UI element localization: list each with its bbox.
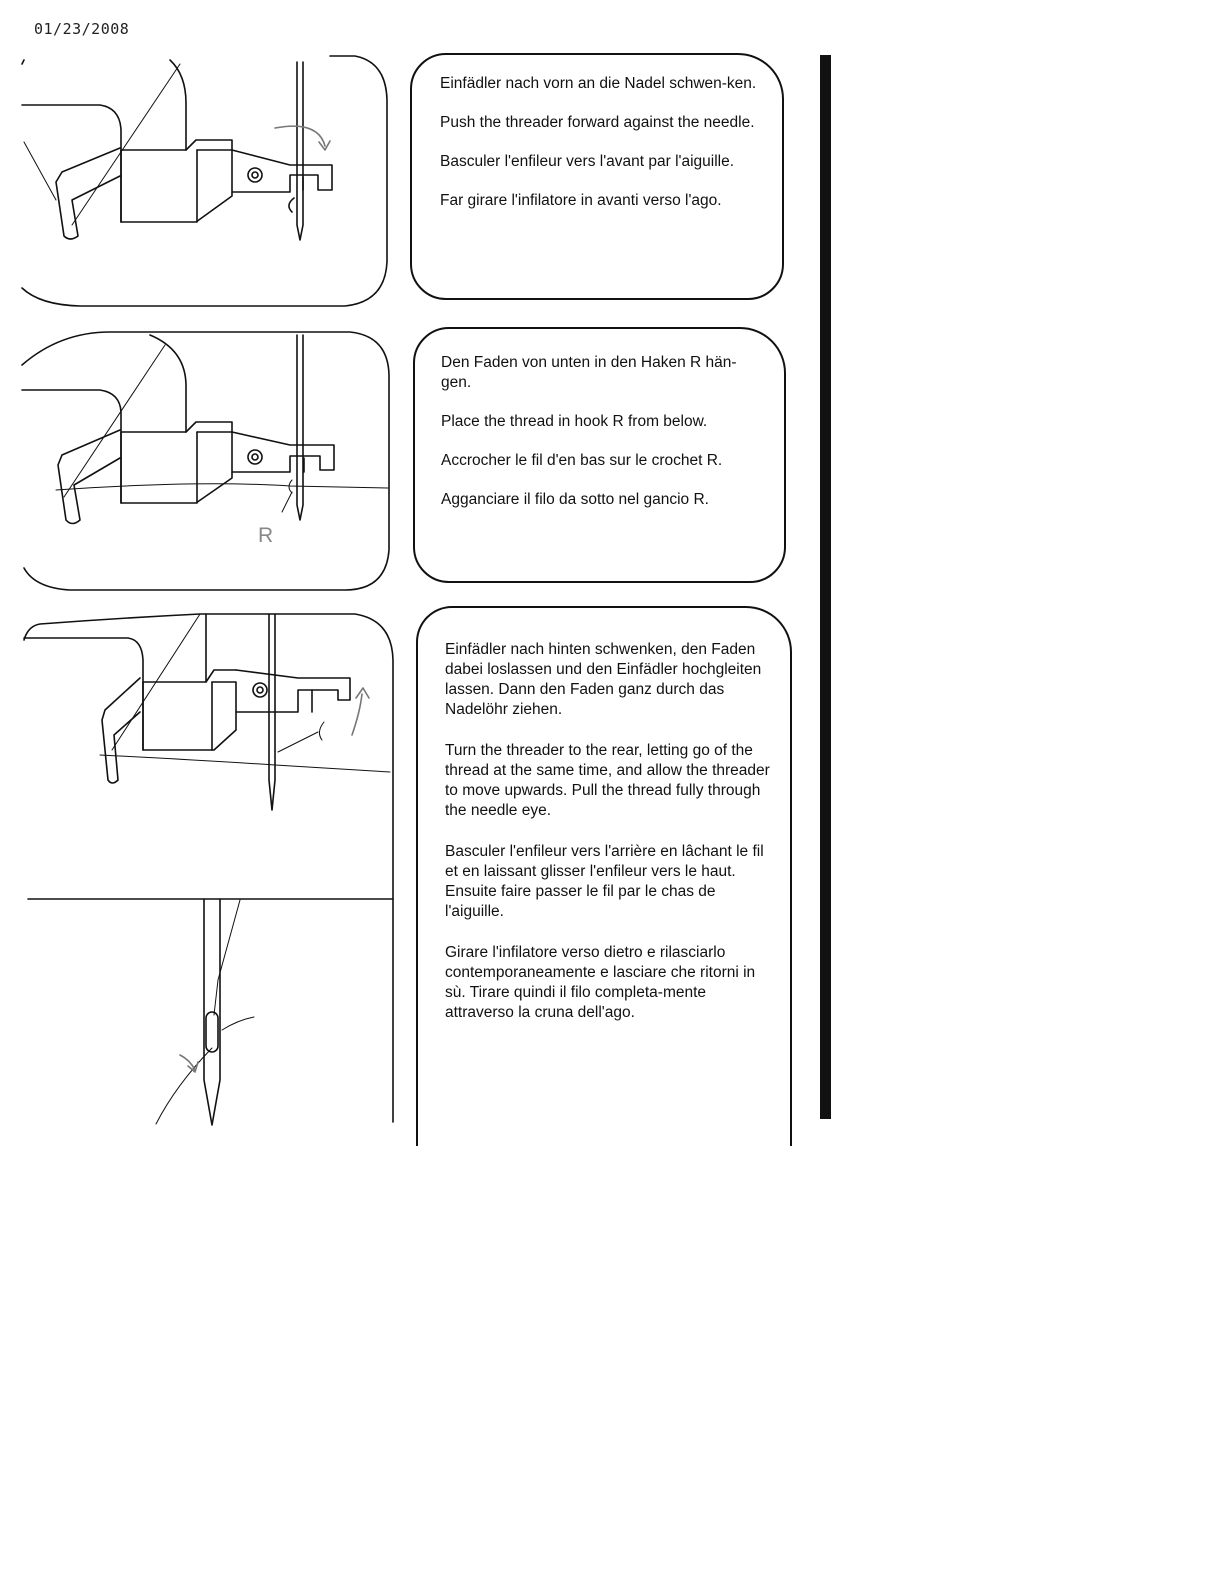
step-2-english: Place the thread in hook R from below. <box>441 413 708 430</box>
step-3-italian: Girare l'infilatore verso dietro e rilasciarlo contemporaneamente e lasciare che ritorni in sù. Tirare quindi il filo completa-mente attraverso la cruna dell'ago. <box>445 944 756 1021</box>
step-1-french: Basculer l'enfileur vers l'avant par l'aiguille. <box>440 153 735 170</box>
illustration-step-1 <box>22 56 387 306</box>
step-1-english: Push the threader forward against the needle. <box>440 114 755 131</box>
illustration-step-3 <box>24 614 393 1125</box>
step-3-german: Einfädler nach hinten schwenken, den Faden dabei loslassen und den Einfädler hochgleiten lassen. Dann den Faden ganz durch das Nadelöhr ziehen. <box>445 641 762 718</box>
step-1-textbox <box>410 53 784 300</box>
step-1-italian: Far girare l'infilatore in avanti verso l'ago. <box>440 192 722 209</box>
step-3-french: Basculer l'enfileur vers l'arrière en lâchant le fil et en laissant glisser l'enfileur vers le haut. Ensuite faire passer le fil par le chas de l'aiguille. <box>445 843 764 920</box>
step-2-textbox <box>413 327 786 583</box>
illustration-step-2 <box>22 332 389 590</box>
scan-date: 01/23/2008 <box>34 20 130 38</box>
step-1-german: Einfädler nach vorn an die Nadel schwen-ken. <box>440 75 757 92</box>
step-3-textbox <box>416 606 792 1146</box>
step-2-italian: Agganciare il filo da sotto nel gancio R. <box>441 491 709 508</box>
hook-r-label: R <box>258 524 274 547</box>
step-2-french: Accrocher le fil d'en bas sur le crochet R. <box>441 452 723 469</box>
step-3-english: Turn the threader to the rear, letting go of the thread at the same time, and allow the threader to move upwards. Pull the thread fully through the needle eye. <box>445 742 770 819</box>
page-edge-bar <box>820 55 831 1119</box>
step-2-german: Den Faden von unten in den Haken R hän-gen. <box>441 354 737 391</box>
